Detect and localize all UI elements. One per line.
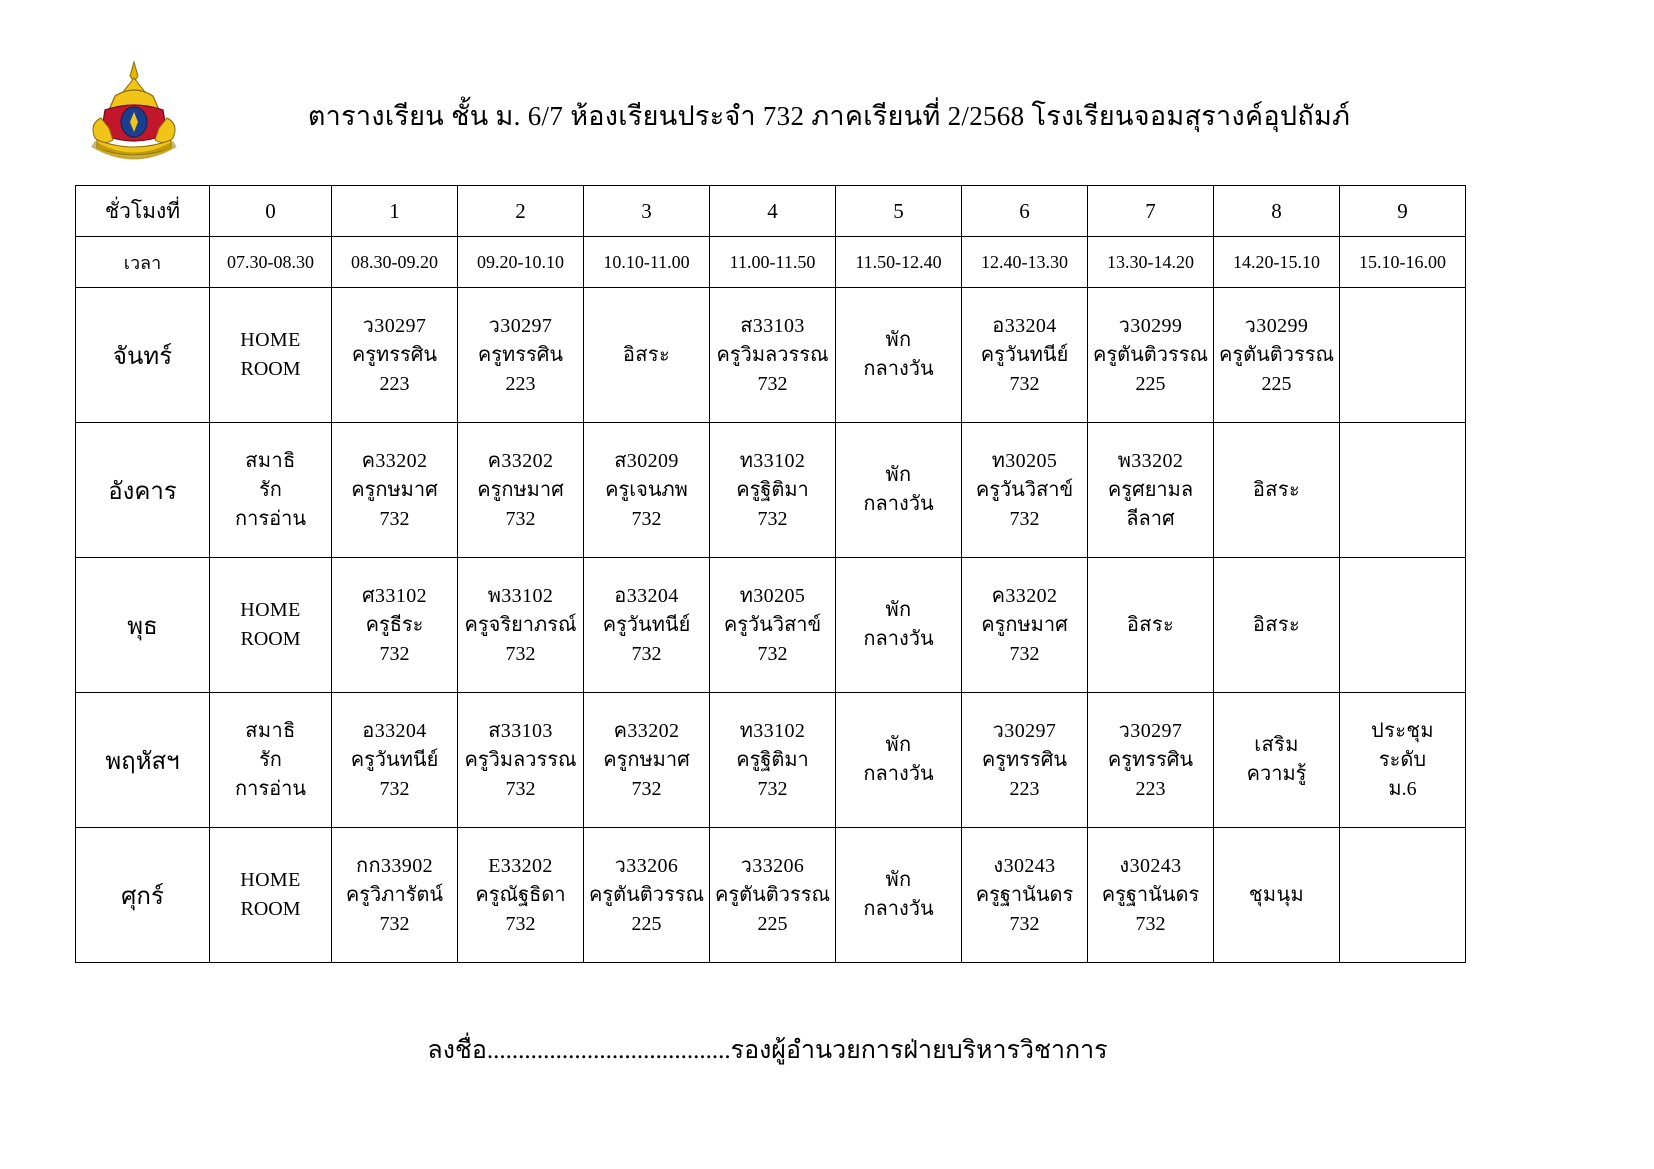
cell-line: ครูณัฐธิดา <box>475 883 566 906</box>
class-cell-0-2 <box>458 288 584 423</box>
cell-line: การอ่าน <box>235 507 306 530</box>
class-cell-4-5 <box>836 828 962 963</box>
hour-number-3: 3 <box>584 186 710 237</box>
cell-line: ครูศยามล <box>1107 478 1194 501</box>
day-label-1: อังคาร <box>76 423 210 558</box>
cell-line: พัก <box>885 599 912 621</box>
cell-line: รัก <box>259 478 282 501</box>
cell-line: กลางวัน <box>863 358 934 380</box>
cell-line: 732 <box>505 642 536 665</box>
cell-line: เสริม <box>1254 734 1299 756</box>
cell-line: ว30299 <box>1244 314 1309 337</box>
cell-line: อิสระ <box>622 343 671 366</box>
day-label-2: พุธ <box>76 558 210 693</box>
cell-line: อ33204 <box>992 314 1057 337</box>
cell-line: ครูทรรศิน <box>477 343 564 366</box>
time-slot-9: 15.10-16.00 <box>1340 237 1466 288</box>
cell-line: E33202 <box>488 854 553 877</box>
school-crest-logo <box>75 56 193 174</box>
cell-line: ครูวิมลวรรณ <box>464 748 577 771</box>
cell-line: พัก <box>885 329 912 351</box>
cell-line: 225 <box>631 912 662 935</box>
class-cell-0-9 <box>1340 288 1466 423</box>
class-cell-3-9 <box>1340 693 1466 828</box>
cell-line: 732 <box>1135 912 1166 935</box>
class-cell-1-1 <box>332 423 458 558</box>
cell-line: ส33103 <box>740 314 805 337</box>
class-cell-3-2 <box>458 693 584 828</box>
cell-line: ค33202 <box>613 719 680 742</box>
class-cell-2-2 <box>458 558 584 693</box>
cell-line: ว33206 <box>614 854 679 877</box>
cell-line: 732 <box>379 642 410 665</box>
table-row <box>76 828 1466 963</box>
time-slot-6: 12.40-13.30 <box>962 237 1088 288</box>
class-cell-0-8 <box>1214 288 1340 423</box>
cell-line: 732 <box>1009 507 1040 530</box>
cell-line: กลางวัน <box>863 628 934 650</box>
cell-line: ลีลาศ <box>1126 507 1175 530</box>
hour-number-0: 0 <box>210 186 332 237</box>
class-cell-0-1 <box>332 288 458 423</box>
cell-line: 732 <box>379 507 410 530</box>
cell-line: ท33102 <box>739 449 806 472</box>
class-cell-4-7 <box>1088 828 1214 963</box>
cell-line: ครูเจนภพ <box>605 478 688 501</box>
cell-line: พัก <box>885 464 912 486</box>
class-cell-0-3 <box>584 288 710 423</box>
cell-line: ว30299 <box>1118 314 1183 337</box>
cell-line: อ33204 <box>614 584 679 607</box>
time-slot-3: 10.10-11.00 <box>584 237 710 288</box>
cell-line: ครูวันวิสาข์ <box>723 613 822 636</box>
cell-line: ค33202 <box>361 449 428 472</box>
class-cell-0-7 <box>1088 288 1214 423</box>
time-slot-4: 11.00-11.50 <box>710 237 836 288</box>
cell-line: 732 <box>631 642 662 665</box>
class-cell-2-8 <box>1214 558 1340 693</box>
cell-line: สมาธิ <box>245 449 296 472</box>
cell-line: 732 <box>1009 912 1040 935</box>
cell-line: ม.6 <box>1388 777 1417 800</box>
cell-line: 732 <box>757 372 788 395</box>
cell-line: ว30297 <box>488 314 553 337</box>
cell-line: ระดับ <box>1378 748 1427 771</box>
cell-line: อิสระ <box>1252 613 1301 636</box>
class-cell-4-4 <box>710 828 836 963</box>
page-title: ตารางเรียน ชั้น ม. 6/7 ห้องเรียนประจำ 732 ภาคเรียนที่ 2/2568 โรงเรียนจอมสุรางค์อุปถัมภ์ <box>307 100 1351 131</box>
class-cell-1-8 <box>1214 423 1340 558</box>
class-cell-4-1 <box>332 828 458 963</box>
cell-line: กลางวัน <box>863 898 934 920</box>
cell-line: 223 <box>379 372 410 395</box>
cell-line: 732 <box>379 777 410 800</box>
cell-line: พ33102 <box>487 584 554 607</box>
cell-line: ประชุม <box>1371 719 1434 742</box>
time-slot-7: 13.30-14.20 <box>1088 237 1214 288</box>
class-cell-2-5 <box>836 558 962 693</box>
time-slot-5: 11.50-12.40 <box>836 237 962 288</box>
class-cell-1-9 <box>1340 423 1466 558</box>
signature-line: ลงชื่อ.......................................รองผู้อำนวยการฝ่ายบริหารวิชาการ <box>427 1037 1108 1064</box>
cell-line: 732 <box>505 777 536 800</box>
table-row <box>76 693 1466 828</box>
cell-line: ครูฐิติมา <box>736 478 809 501</box>
class-cell-3-4 <box>710 693 836 828</box>
class-cell-1-6 <box>962 423 1088 558</box>
class-cell-0-0 <box>210 288 332 423</box>
hour-number-8: 8 <box>1214 186 1340 237</box>
cell-line: อิสระ <box>1126 613 1175 636</box>
cell-line: อิสระ <box>1252 478 1301 501</box>
cell-line: กลางวัน <box>863 763 934 785</box>
schedule-table <box>75 185 1466 963</box>
class-cell-3-5 <box>836 693 962 828</box>
time-slot-0: 07.30-08.30 <box>210 237 332 288</box>
cell-line: ท30205 <box>991 449 1058 472</box>
cell-line: พัก <box>885 734 912 756</box>
cell-line: 732 <box>631 507 662 530</box>
hour-number-6: 6 <box>962 186 1088 237</box>
cell-line: ชุมนุม <box>1248 883 1305 906</box>
cell-line: ครูตันติวรรณ <box>714 883 831 906</box>
cell-line: 732 <box>1009 372 1040 395</box>
cell-line: ROOM <box>240 628 301 650</box>
cell-line: ROOM <box>240 358 301 380</box>
cell-line: ง30243 <box>993 854 1056 877</box>
cell-line: ครูวันทนีย์ <box>350 748 439 771</box>
cell-line: ความรู้ <box>1246 763 1307 785</box>
cell-line: ว33206 <box>740 854 805 877</box>
cell-line: 223 <box>505 372 536 395</box>
hour-number-4: 4 <box>710 186 836 237</box>
class-cell-4-8 <box>1214 828 1340 963</box>
time-row <box>76 237 1466 288</box>
hour-number-9: 9 <box>1340 186 1466 237</box>
cell-line: 732 <box>757 507 788 530</box>
class-cell-2-4 <box>710 558 836 693</box>
cell-line: ครูกษมาศ <box>477 478 564 501</box>
cell-line: 732 <box>1009 642 1040 665</box>
cell-line: ครูฐานันดร <box>1101 883 1200 906</box>
class-cell-1-5 <box>836 423 962 558</box>
cell-line: ครูกษมาศ <box>981 613 1068 636</box>
class-cell-1-7 <box>1088 423 1214 558</box>
cell-line: HOME <box>240 869 301 891</box>
table-header-row <box>76 186 1466 237</box>
cell-line: 225 <box>757 912 788 935</box>
class-cell-0-4 <box>710 288 836 423</box>
class-cell-3-0 <box>210 693 332 828</box>
cell-line: พ33202 <box>1117 449 1184 472</box>
cell-line: อ33204 <box>362 719 427 742</box>
cell-line: ครูจริยาภรณ์ <box>464 613 577 636</box>
cell-line: ครูวันทนีย์ <box>602 613 691 636</box>
class-cell-3-7 <box>1088 693 1214 828</box>
class-cell-2-3 <box>584 558 710 693</box>
cell-line: ครูวันวิสาข์ <box>975 478 1074 501</box>
class-cell-4-6 <box>962 828 1088 963</box>
cell-line: ครูตันติวรรณ <box>588 883 705 906</box>
cell-line: 732 <box>379 912 410 935</box>
table-row <box>76 288 1466 423</box>
cell-line: ส33103 <box>488 719 553 742</box>
cell-line: ครูกษมาศ <box>603 748 690 771</box>
cell-line: ครูฐิติมา <box>736 748 809 771</box>
cell-line: ครูทรรศิน <box>1107 748 1194 771</box>
day-label-3: พฤหัสฯ <box>76 693 210 828</box>
time-slot-1: 08.30-09.20 <box>332 237 458 288</box>
hour-number-2: 2 <box>458 186 584 237</box>
table-row <box>76 558 1466 693</box>
cell-line: ครูวิมลวรรณ <box>716 343 829 366</box>
class-cell-4-0 <box>210 828 332 963</box>
cell-line: ง30243 <box>1119 854 1182 877</box>
class-cell-2-7 <box>1088 558 1214 693</box>
cell-line: ครูทรรศิน <box>351 343 438 366</box>
class-cell-0-5 <box>836 288 962 423</box>
cell-line: สมาธิ <box>245 719 296 742</box>
cell-line: ส30209 <box>614 449 679 472</box>
hour-number-7: 7 <box>1088 186 1214 237</box>
cell-line: HOME <box>240 329 301 351</box>
class-cell-1-2 <box>458 423 584 558</box>
cell-line: ครูกษมาศ <box>351 478 438 501</box>
time-slot-8: 14.20-15.10 <box>1214 237 1340 288</box>
day-label-4: ศุกร์ <box>76 828 210 963</box>
cell-line: ครูตันติวรรณ <box>1092 343 1209 366</box>
class-cell-2-6 <box>962 558 1088 693</box>
hour-label: ชั่วโมงที่ <box>76 186 210 237</box>
class-cell-3-6 <box>962 693 1088 828</box>
document-header <box>75 55 1465 175</box>
class-cell-3-8 <box>1214 693 1340 828</box>
cell-line: ครูวันทนีย์ <box>980 343 1069 366</box>
cell-line: ว30297 <box>992 719 1057 742</box>
cell-line: ROOM <box>240 898 301 920</box>
cell-line: ครูฐานันดร <box>975 883 1074 906</box>
cell-line: ครูธีระ <box>365 613 424 636</box>
cell-line: ครูวิภารัตน์ <box>345 883 444 906</box>
cell-line: ท33102 <box>739 719 806 742</box>
hour-number-5: 5 <box>836 186 962 237</box>
time-slot-2: 09.20-10.10 <box>458 237 584 288</box>
class-cell-2-0 <box>210 558 332 693</box>
cell-line: การอ่าน <box>235 777 306 800</box>
class-cell-4-9 <box>1340 828 1466 963</box>
class-cell-4-2 <box>458 828 584 963</box>
cell-line: 223 <box>1135 777 1166 800</box>
class-cell-1-0 <box>210 423 332 558</box>
cell-line: ท30205 <box>739 584 806 607</box>
cell-line: ว30297 <box>362 314 427 337</box>
schedule-body <box>76 186 1466 963</box>
cell-line: รัก <box>259 748 282 771</box>
hour-number-1: 1 <box>332 186 458 237</box>
cell-line: 732 <box>505 912 536 935</box>
cell-line: กลางวัน <box>863 493 934 515</box>
cell-line: พัก <box>885 869 912 891</box>
cell-line: 732 <box>757 777 788 800</box>
cell-line: 225 <box>1135 372 1166 395</box>
cell-line: 732 <box>505 507 536 530</box>
class-cell-4-3 <box>584 828 710 963</box>
cell-line: ว30297 <box>1118 719 1183 742</box>
cell-line: 225 <box>1261 372 1292 395</box>
class-cell-2-1 <box>332 558 458 693</box>
day-label-0: จันทร์ <box>76 288 210 423</box>
class-cell-3-1 <box>332 693 458 828</box>
cell-line: กก33902 <box>355 854 434 877</box>
cell-line: 223 <box>1009 777 1040 800</box>
cell-line: ค33202 <box>991 584 1058 607</box>
cell-line: 732 <box>631 777 662 800</box>
class-cell-0-6 <box>962 288 1088 423</box>
class-cell-2-9 <box>1340 558 1466 693</box>
cell-line: HOME <box>240 599 301 621</box>
class-cell-1-3 <box>584 423 710 558</box>
time-label: เวลา <box>76 237 210 288</box>
cell-line: ค33202 <box>487 449 554 472</box>
cell-line: ครูทรรศิน <box>981 748 1068 771</box>
class-cell-1-4 <box>710 423 836 558</box>
cell-line: 732 <box>757 642 788 665</box>
table-row <box>76 423 1466 558</box>
class-cell-3-3 <box>584 693 710 828</box>
cell-line: ศ33102 <box>361 584 428 607</box>
cell-line: ครูตันติวรรณ <box>1218 343 1335 366</box>
